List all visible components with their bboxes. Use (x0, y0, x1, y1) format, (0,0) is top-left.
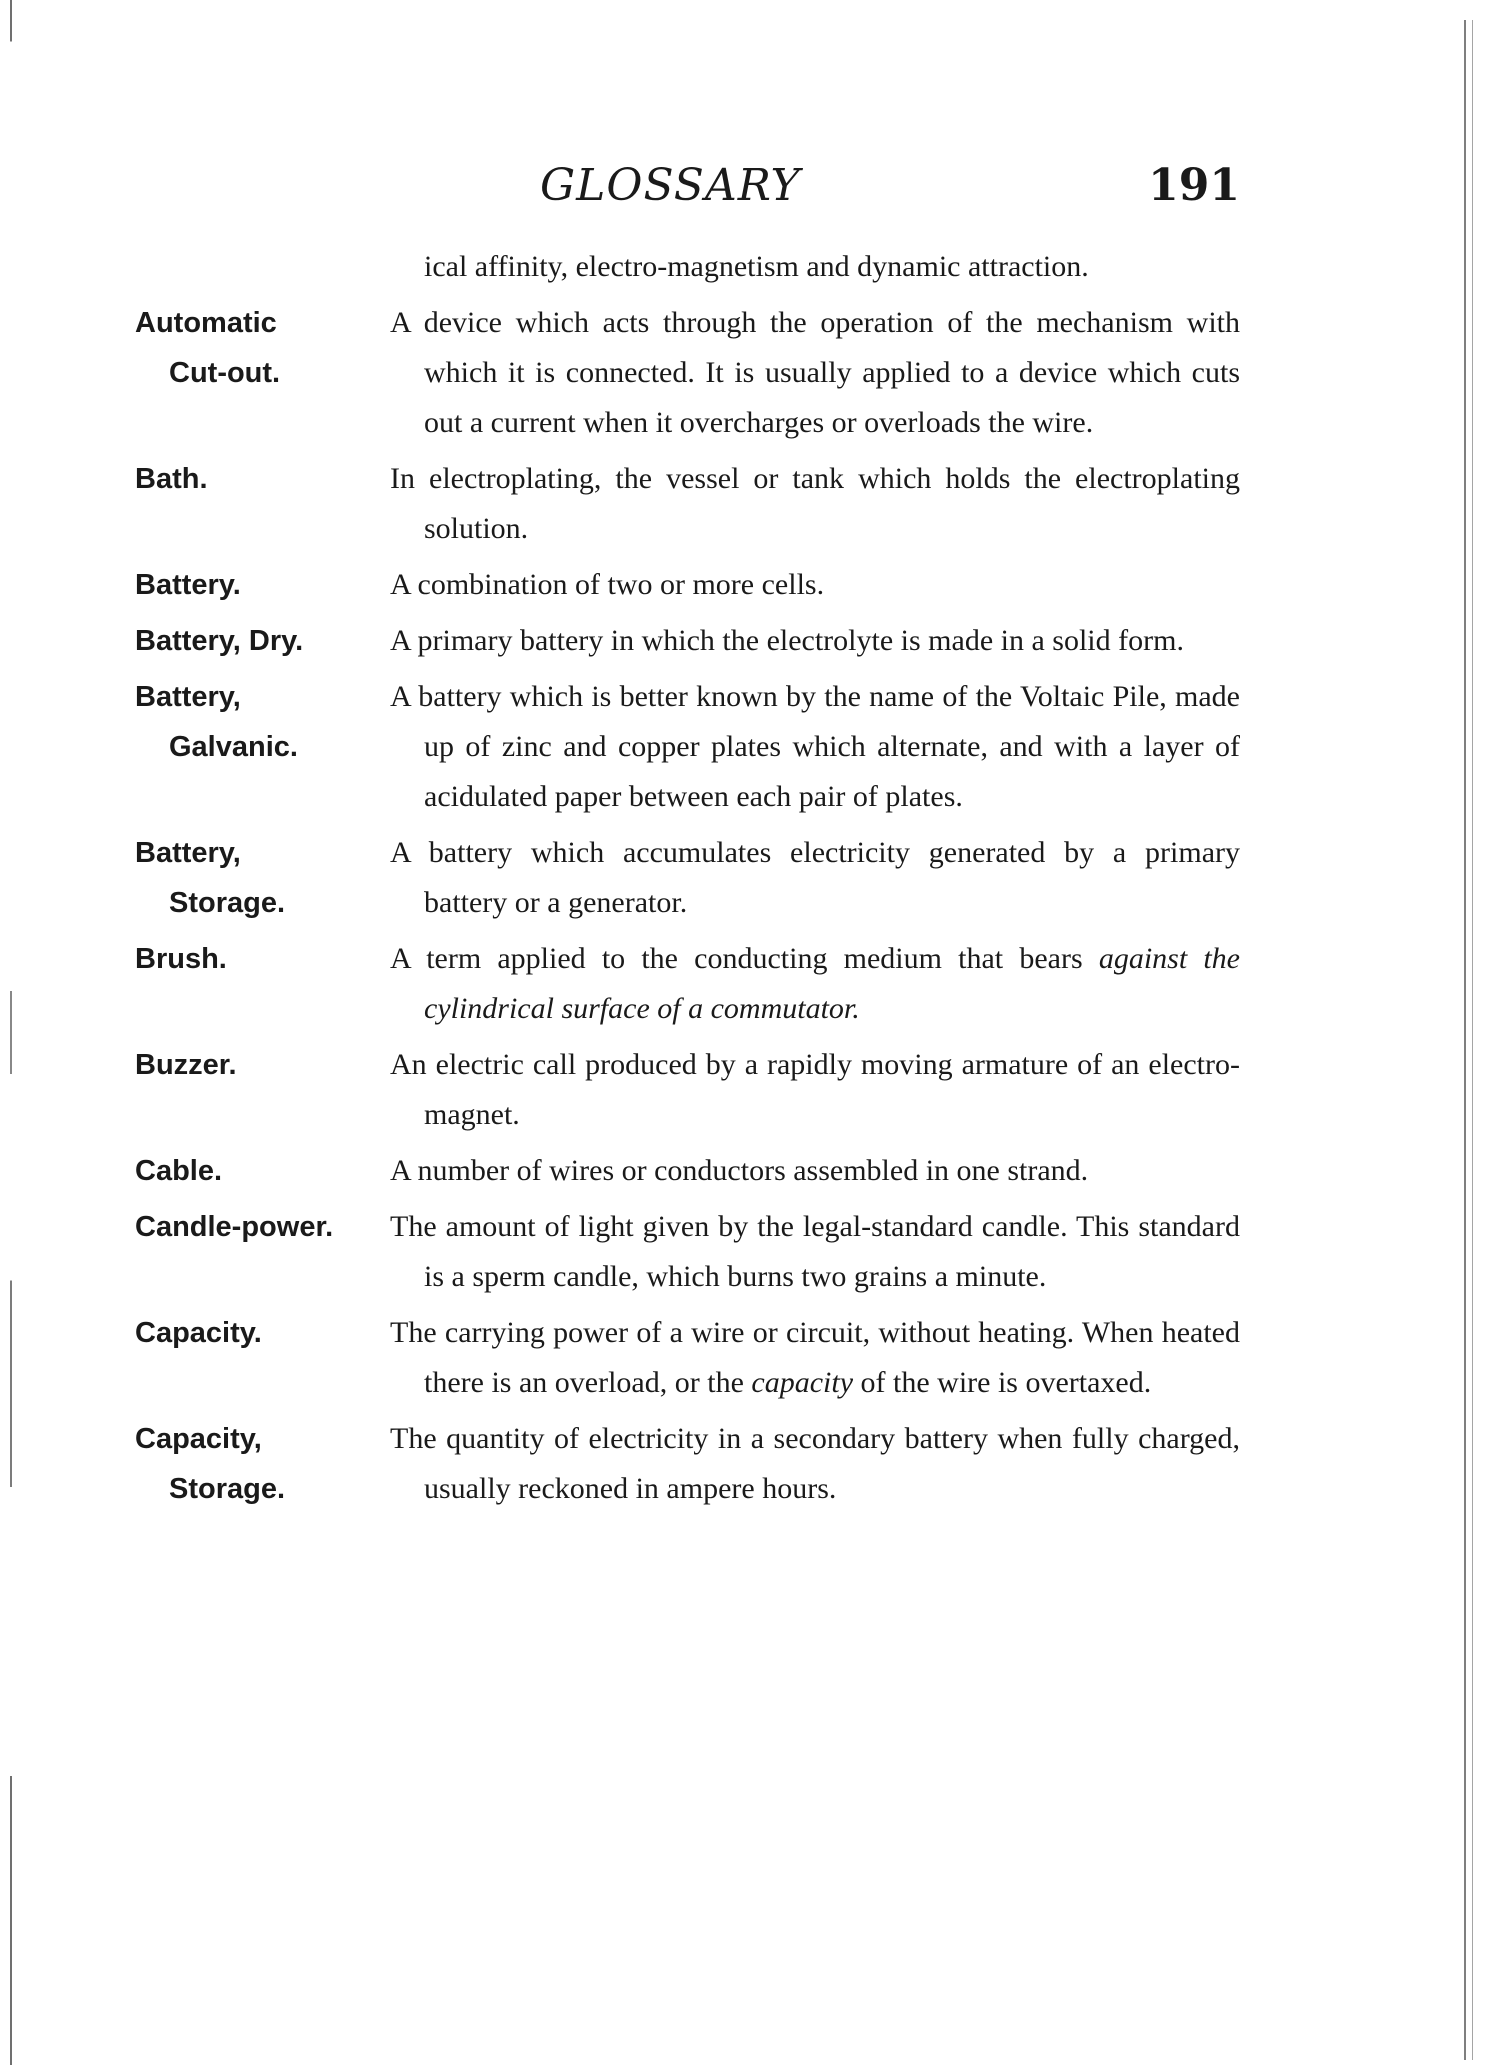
glossary-entry (135, 560, 1240, 610)
glossary-entry (135, 298, 1240, 448)
glossary-definition: A term applied to the conducting medium that bears against the cylindrical surface of a commutator. (390, 942, 1240, 1025)
glossary-term: Battery, Storage. (135, 837, 286, 919)
glossary-term: Battery, Galvanic. (135, 681, 298, 763)
glossary-definition: A battery which accumulates electricity generated by a primary battery or a generator. (390, 836, 1240, 919)
glossary-entry (135, 1040, 1240, 1140)
glossary-entry (135, 1414, 1240, 1514)
glossary-definition: In electroplating, the vessel or tank which holds the electroplating solution. (390, 462, 1240, 545)
running-head: GLOSSARY (540, 160, 801, 211)
glossary-term: Capacity, Storage. (135, 1423, 286, 1505)
glossary-entry (135, 616, 1240, 666)
glossary-entry (135, 934, 1240, 1034)
glossary-entries (135, 242, 1240, 1520)
page-number: 191 (1148, 160, 1240, 211)
glossary-definition: A device which acts through the operation of the mechanism with which it is connected. It is usually applied to a device which cuts out a current when it overcharges or overloads the wire. (390, 306, 1240, 439)
glossary-continuation (135, 242, 1240, 292)
glossary-entry (135, 828, 1240, 928)
glossary-term: Cable. (135, 1155, 223, 1187)
glossary-definition: An electric call produced by a rapidly moving armature of an electro-magnet. (390, 1048, 1240, 1131)
glossary-term: Battery, Dry. (135, 625, 304, 657)
glossary-term: Bath. (135, 463, 208, 495)
glossary-entry (135, 1146, 1240, 1196)
glossary-term: Buzzer. (135, 1049, 237, 1081)
glossary-definition: The quantity of electricity in a secondary battery when fully charged, usually reckoned in ampere hours. (390, 1422, 1240, 1505)
glossary-term: Capacity. (135, 1317, 262, 1349)
glossary-definition: The carrying power of a wire or circuit, without heating. When heated there is an overload, or the capacity of the wire is overtaxed. (390, 1316, 1240, 1399)
glossary-term: Automatic Cut-out. (135, 307, 281, 389)
glossary-entry (135, 1202, 1240, 1302)
glossary-definition: A primary battery in which the electrolyte is made in a solid form. (390, 624, 1184, 657)
glossary-term: Candle-power. (135, 1211, 334, 1243)
glossary-definition: A number of wires or conductors assembled in one strand. (390, 1154, 1089, 1187)
glossary-entry (135, 454, 1240, 554)
glossary-term: Brush. (135, 943, 227, 975)
glossary-definition: A battery which is better known by the name of the Voltaic Pile, made up of zinc and copper plates which alternate, and with a layer of acidulated paper between each pair of plates. (390, 680, 1240, 813)
scan-edge-right (1464, 20, 1473, 2060)
scan-edge-left (10, 0, 12, 2065)
glossary-term: Battery. (135, 569, 241, 601)
glossary-definition: The amount of light given by the legal-standard candle. This standard is a sperm candle, which burns two grains a minute. (390, 1210, 1240, 1293)
page-header (540, 160, 1240, 220)
glossary-entry (135, 672, 1240, 822)
glossary-entry (135, 1308, 1240, 1408)
glossary-definition: A combination of two or more cells. (390, 568, 825, 601)
continuation-text: ical affinity, electro-magnetism and dynamic attraction. (424, 250, 1089, 283)
